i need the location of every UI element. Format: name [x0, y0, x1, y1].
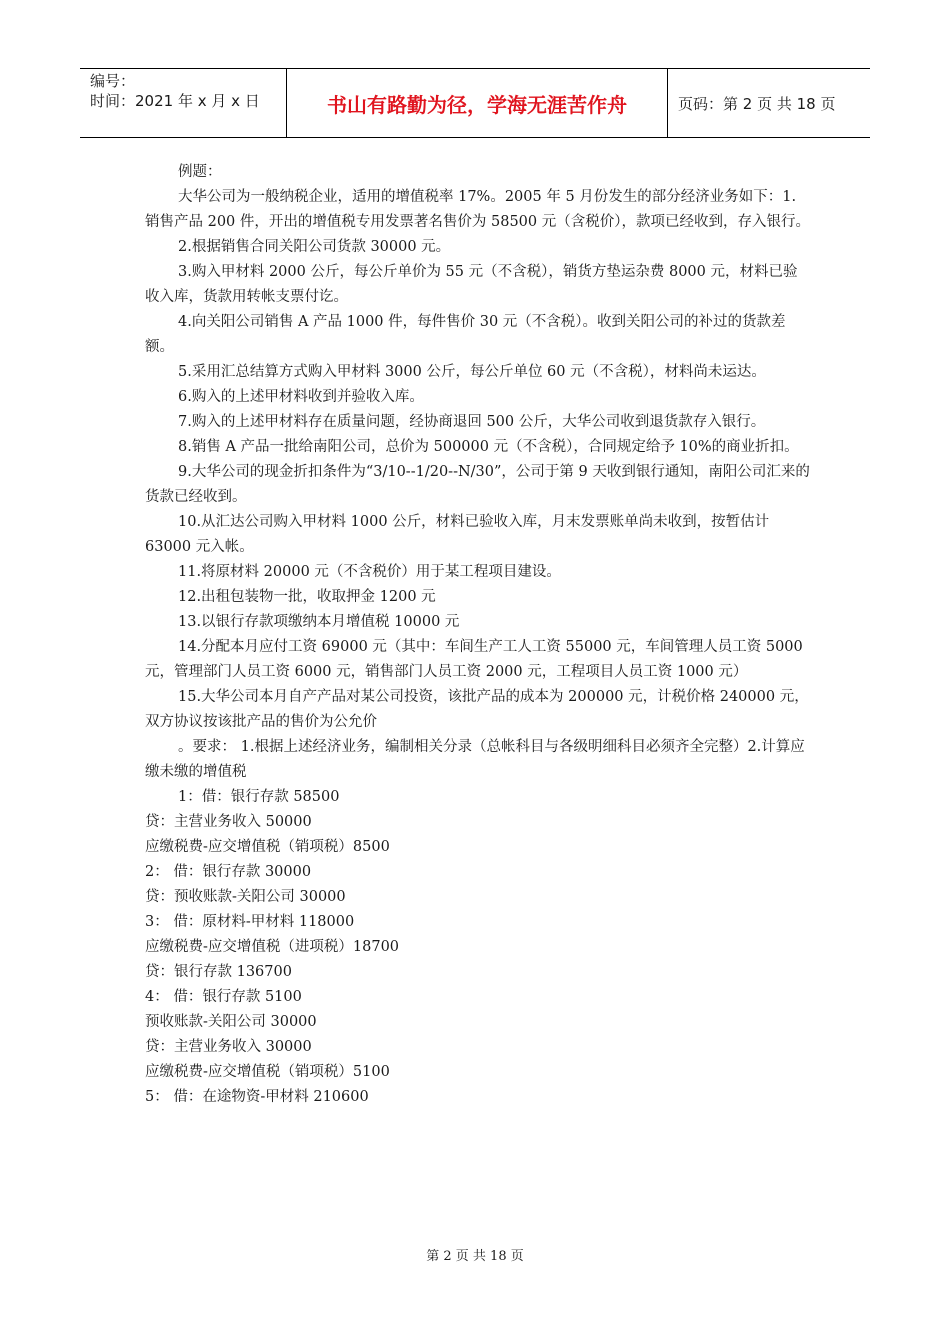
- paragraph: 13.以银行存款项缴纳本月增值税 10000 元: [178, 614, 460, 630]
- journal-entry-line: 5： 借：在途物资-甲材料 210600: [145, 1089, 369, 1105]
- paragraph: 4.向关阳公司销售 A 产品 1000 件，每件售价 30 元（不含税）。收到关阳公司的补过的货款差额。: [145, 314, 786, 355]
- header-meta: [80, 69, 287, 137]
- page-header: [80, 68, 870, 138]
- journal-entry-line: 4： 借：银行存款 5100: [145, 989, 302, 1005]
- paragraph: 6.购入的上述甲材料收到并验收入库。: [178, 389, 424, 405]
- header-motto: 书山有路勤为径，学海无涯苦作舟: [287, 69, 668, 137]
- journal-entry-line: 应缴税费-应交增值税（销项税）8500: [145, 839, 390, 855]
- paragraph: 12.出租包装物一批，收取押金 1200 元: [178, 589, 436, 605]
- journal-entry-line: 应缴税费-应交增值税（销项税）5100: [145, 1064, 390, 1080]
- paragraph: 大华公司为一般纳税企业，适用的增值税率 17%。2005 年 5 月份发生的部分经济业务如下：1.销售产品 200 件，开出的增值税专用发票著名售价为 58500 元（含税价），款项已经收到，存入银行。: [145, 189, 810, 230]
- paragraph: 1：借：银行存款 58500: [178, 789, 340, 805]
- paragraph: 14.分配本月应付工资 69000 元（其中：车间生产工人工资 55000 元，车间管理人员工资 5000 元，管理部门人员工资 6000 元，销售部门人员工资 2000 元，工程项目人员工资 1000 元）: [145, 639, 803, 680]
- page-footer: 第 2 页 共 18 页: [426, 1249, 524, 1264]
- paragraph: 3.购入甲材料 2000 公斤，每公斤单价为 55 元（不含税），销货方垫运杂费 8000 元，材料已验收入库，货款用转帐支票付讫。: [145, 264, 798, 305]
- number-label: 编号：: [90, 72, 136, 90]
- time-label: 时间：2021 年 x 月 x 日: [90, 92, 260, 110]
- document-body: [145, 160, 810, 1110]
- journal-entry-line: 贷：主营业务收入 50000: [145, 814, 312, 830]
- paragraph: 10.从汇达公司购入甲材料 1000 公斤，材料已验收入库，月末发票账单尚未收到，按暂估计 63000 元入帐。: [145, 514, 770, 555]
- paragraph: 9.大华公司的现金折扣条件为“3/10--1/20--N/30”，公司于第 9 天收到银行通知，南阳公司汇来的货款已经收到。: [145, 464, 810, 505]
- paragraph: 。要求： 1.根据上述经济业务，编制相关分录（总帐科目与各级明细科目必须齐全完整）2.计算应缴未缴的增值税: [145, 739, 805, 780]
- paragraph: 8.销售 A 产品一批给南阳公司，总价为 500000 元（不含税），合同规定给予 10%的商业折扣。: [178, 439, 799, 455]
- journal-entry-line: 贷：主营业务收入 30000: [145, 1039, 312, 1055]
- paragraph: 5.采用汇总结算方式购入甲材料 3000 公斤，每公斤单位 60 元（不含税），材料尚未运达。: [178, 364, 766, 380]
- paragraph: 7.购入的上述甲材料存在质量问题，经协商退回 500 公斤，大华公司收到退货款存入银行。: [178, 414, 766, 430]
- journal-entry-line: 2： 借：银行存款 30000: [145, 864, 312, 880]
- journal-entry-line: 应缴税费-应交增值税（进项税）18700: [145, 939, 400, 955]
- paragraph: 15.大华公司本月自产产品对某公司投资，该批产品的成本为 200000 元，计税价格 240000 元，双方协议按该批产品的售价为公允价: [145, 689, 809, 730]
- journal-entry-line: 预收账款-关阳公司 30000: [145, 1014, 317, 1030]
- journal-entry-line: 3： 借：原材料-甲材料 118000: [145, 914, 355, 930]
- paragraph: 11.将原材料 20000 元（不含税价）用于某工程项目建设。: [178, 564, 561, 580]
- journal-entry-line: 贷：银行存款 136700: [145, 964, 292, 980]
- journal-entry-line: 贷：预收账款-关阳公司 30000: [145, 889, 346, 905]
- header-page-info: 页码：第 2 页 共 18 页: [678, 94, 836, 113]
- paragraph: 2.根据销售合同关阳公司货款 30000 元。: [178, 239, 451, 255]
- paragraph: 例题：: [178, 164, 222, 180]
